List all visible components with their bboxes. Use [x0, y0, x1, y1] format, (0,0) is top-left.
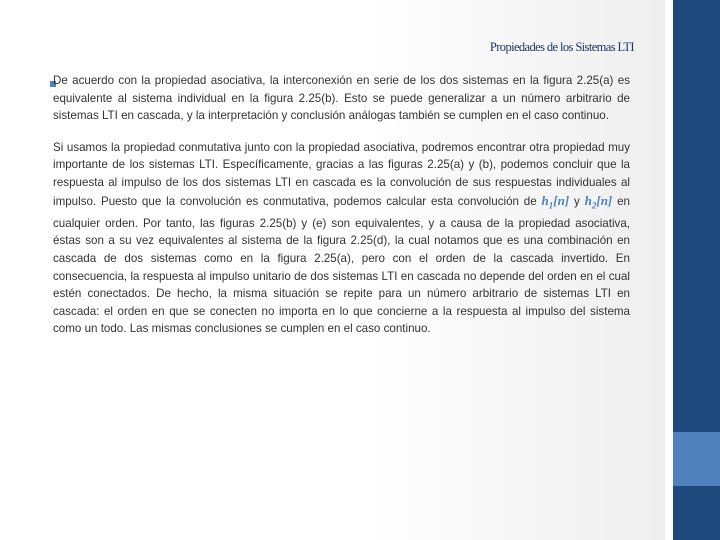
sidebar-accent-block [673, 432, 720, 486]
paragraph-associative: De acuerdo con la propiedad asociativa, la interconexión en serie de los dos sistemas en la figura 2.25(a) es equivalente al sistema individual en la figura 2.25(b). Esto se puede generalizar a un número arbitrario de sistemas LTI en cascada, y la interpretación y conclusión análogas también se cumplen en el caso continuo. [53, 74, 630, 123]
paragraph-commutative [53, 139, 630, 338]
h1-argument: [n] [553, 192, 570, 208]
conjunction: y [569, 194, 585, 208]
h2-symbol [584, 192, 613, 211]
h1-symbol [541, 192, 570, 211]
sidebar-gap [665, 0, 673, 540]
h1-base: h [541, 192, 549, 208]
slide-title: Propiedades de los Sistemas LTI [489, 40, 634, 54]
h2-base: h [584, 192, 592, 208]
slide-body [53, 72, 630, 352]
paragraph-commutative-part2: en cualquier orden. Por tanto, las figuras 2.25(b) y (e) son equivalentes, y a causa de la propiedad asociativa, éstas son a su vez equivalentes al sistema de la figura 2.25(d), la cual notamos que es una combinación en cascada de dos sistemas como en la figura 2.25(a), pero con el orden de la cascada invertido. En consecuencia, la respuesta al impulso unitario de dos sistemas LTI en cascada no depende del orden en el cual estén conectados. De hecho, la misma situación se repite para un número arbitrario de sistemas LTI en cascada: el orden en que se conecten no importa en lo que concierne a la respuesta al impulso del sistema como un todo. Las mismas conclusiones se cumplen en el caso continuo. [53, 194, 630, 336]
h1-subscript: 1 [548, 200, 554, 211]
paragraph-commutative-part1: Si usamos la propiedad conmutativa junto con la propiedad asociativa, podremos encontrar otra propiedad muy importante de los sistemas LTI. Específicamente, gracias a las figuras 2.25(a) y (b), podemos concluir que la respuesta al impulso de los dos sistemas LTI en cascada es la convolución de sus respuestas individuales al impulso. Puesto que la convolución es conmutativa, podemos calcular esta convolución de [53, 140, 630, 208]
h2-subscript: 2 [591, 200, 597, 211]
h2-argument: [n] [596, 192, 613, 208]
